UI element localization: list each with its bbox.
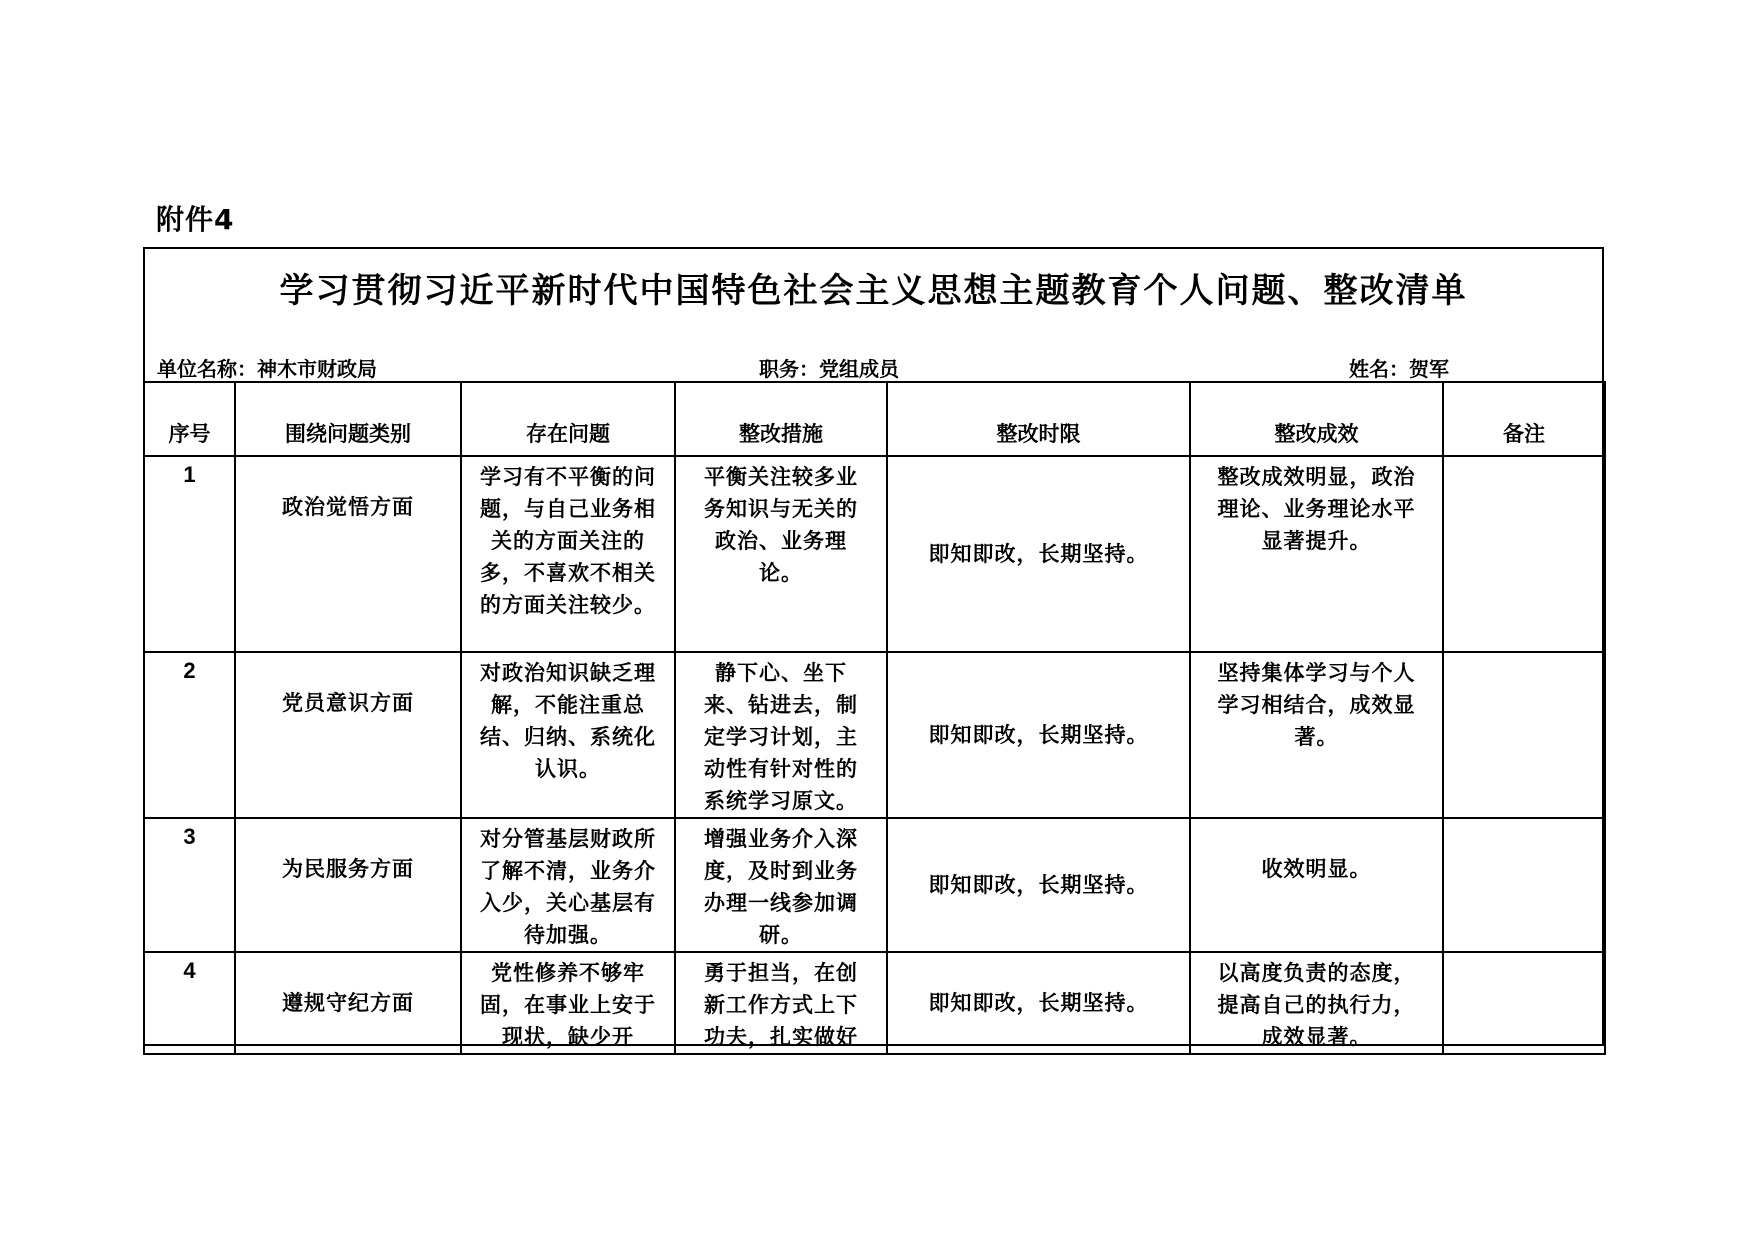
seq-cell: 4: [144, 952, 235, 1054]
deadline-cell: 即知即改，长期坚持。: [887, 952, 1190, 1054]
problem-cell: 对分管基层财政所了解不清，业务介入少，关心基层有待加强。: [461, 818, 675, 952]
seq-cell: 3: [144, 818, 235, 952]
remark-cell: [1443, 952, 1605, 1054]
header-problem: 存在问题: [461, 382, 675, 456]
table-row: [144, 652, 1605, 818]
attachment-label: 附件4: [156, 203, 235, 236]
effect-cell: 整改成效明显，政治理论、业务理论水平显著提升。: [1190, 456, 1443, 652]
problem-cell: 学习有不平衡的问题，与自己业务相关的方面关注的多，不喜欢不相关的方面关注较少。: [461, 456, 675, 652]
deadline-cell: 即知即改，长期坚持。: [887, 456, 1190, 652]
header-category: 围绕问题类别: [235, 382, 461, 456]
form-title: 学习贯彻习近平新时代中国特色社会主义思想主题教育个人问题、整改清单: [279, 271, 1468, 311]
problem-cell: 党性修养不够牢固，在事业上安于现状，缺少开: [461, 952, 675, 1054]
effect-cell: 坚持集体学习与个人学习相结合，成效显著。: [1190, 652, 1443, 818]
measure-cell: 静下心、坐下来、钻进去，制定学习计划，主动性有针对性的系统学习原文。: [675, 652, 887, 818]
person-name: 姓名：贺军: [1349, 357, 1449, 381]
header-deadline: 整改时限: [887, 382, 1190, 456]
unit-name: 单位名称：神木市财政局: [157, 357, 377, 381]
measure-cell: 平衡关注较多业务知识与无关的政治、业务理论。: [675, 456, 887, 652]
post-title: 职务：党组成员: [759, 357, 899, 381]
header-seq: 序号: [144, 382, 235, 456]
problem-cell: 对政治知识缺乏理解，不能注重总结、归纳、系统化认识。: [461, 652, 675, 818]
category-cell: 为民服务方面: [235, 818, 461, 952]
table-header-row: [144, 382, 1605, 456]
effect-cell: 收效明显。: [1190, 818, 1443, 952]
problem-rectification-form: [143, 247, 1604, 1049]
remark-cell: [1443, 456, 1605, 652]
deadline-cell: 即知即改，长期坚持。: [887, 652, 1190, 818]
remark-cell: [1443, 652, 1605, 818]
table-row: [144, 952, 1605, 1054]
table-row: [144, 456, 1605, 652]
category-cell: 党员意识方面: [235, 652, 461, 818]
measure-cell: 勇于担当，在创新工作方式上下功夫，扎实做好: [675, 952, 887, 1054]
rectification-table: [143, 381, 1606, 1055]
deadline-cell: 即知即改，长期坚持。: [887, 818, 1190, 952]
category-cell: 遵规守纪方面: [235, 952, 461, 1054]
measure-cell: 增强业务介入深度，及时到业务办理一线参加调研。: [675, 818, 887, 952]
category-cell: 政治觉悟方面: [235, 456, 461, 652]
table-row: [144, 818, 1605, 952]
header-effect: 整改成效: [1190, 382, 1443, 456]
seq-cell: 2: [144, 652, 235, 818]
remark-cell: [1443, 818, 1605, 952]
seq-cell: 1: [144, 456, 235, 652]
effect-cell: 以高度负责的态度，提高自己的执行力，成效显著。: [1190, 952, 1443, 1054]
header-measure: 整改措施: [675, 382, 887, 456]
header-remark: 备注: [1443, 382, 1605, 456]
